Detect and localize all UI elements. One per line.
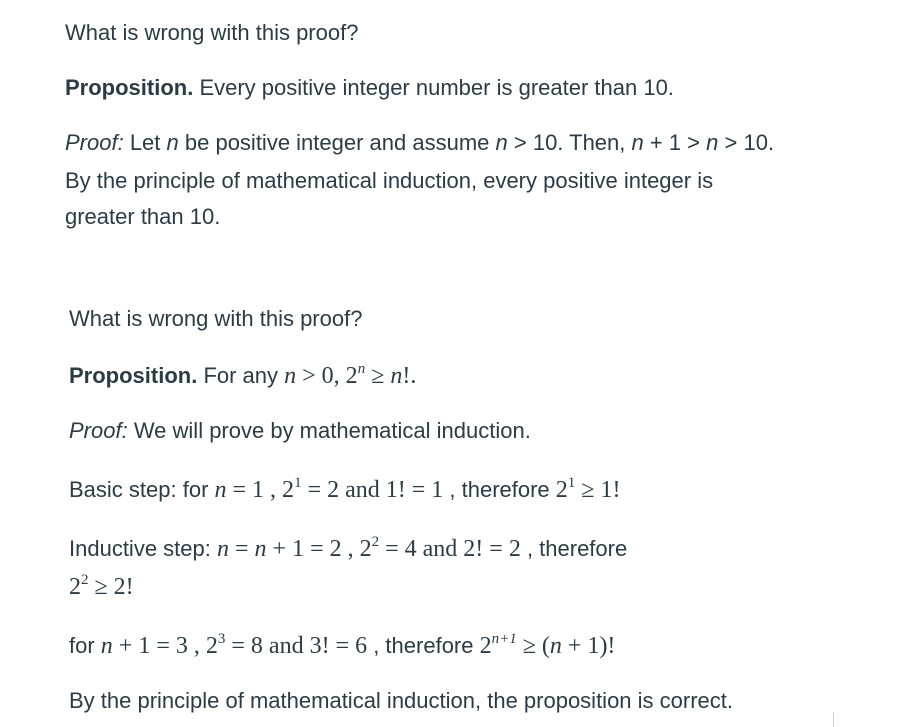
question-1: What is wrong with this proof? xyxy=(65,20,359,45)
inductive-step-line-2 xyxy=(69,573,134,602)
proof-label: Proof: xyxy=(69,418,128,443)
proof-1-line-2: By the principle of mathematical induction, every positive integer is xyxy=(65,168,714,193)
for-step: for n + 1 = 3 , $2^3 = 8$ and 3! = 6 , therefore $2^{n+1} \ge (n + 1)$! xyxy=(69,631,616,659)
proposition-text: Every positive integer number is greater than 10. xyxy=(193,75,674,100)
inductive-step-line-1: Inductive step: n = n + 1 = 2 , $2^2 = 4$ and 2! = 2 , therefore xyxy=(69,534,628,562)
proof-1-line-3: greater than 10. xyxy=(65,204,221,229)
basic-step-formula: n = 1 , $2^1 = 2$ and 1! = 1 xyxy=(214,475,444,503)
proposition-label: Proposition. xyxy=(65,75,194,100)
proof-label: Proof: xyxy=(65,130,124,155)
proposition-label: Proposition. xyxy=(69,363,198,388)
inductive-step-formula: n = n + 1 = 2 , $2^2 = 4$ and 2! = 2 xyxy=(216,534,521,562)
text-cursor-mark xyxy=(833,712,834,727)
inductive-step-conclusion: $2^2 \ge 2$! xyxy=(69,572,134,600)
question-2: What is wrong with this proof? xyxy=(69,306,363,331)
for-step-conclusion: $2^{n+1} \ge (n + 1)$! xyxy=(479,631,616,659)
proposition-2: Proposition. For any n > 0, $2^n \ge n$!. xyxy=(69,361,417,389)
for-step-formula: n + 1 = 3 , $2^3 = 8$ and 3! = 6 xyxy=(100,631,368,659)
proof-1-line-1: Proof: Let n be positive integer and assume n > 10. Then, n + 1 > n > 10. xyxy=(65,130,775,155)
proof-2-intro: Proof: We will prove by mathematical induction. xyxy=(69,418,531,443)
proposition-1 xyxy=(65,75,674,101)
basic-step-conclusion: $2^1 \ge 1$! xyxy=(555,475,621,503)
basic-step: Basic step: for n = 1 , $2^1 = 2$ and 1! = 1 , therefore $2^1 \ge 1$! xyxy=(69,475,621,503)
conclusion: By the principle of mathematical induction, the proposition is correct. xyxy=(69,688,733,713)
proposition-formula: n > 0, $2^n \ge n$!. xyxy=(284,361,417,389)
